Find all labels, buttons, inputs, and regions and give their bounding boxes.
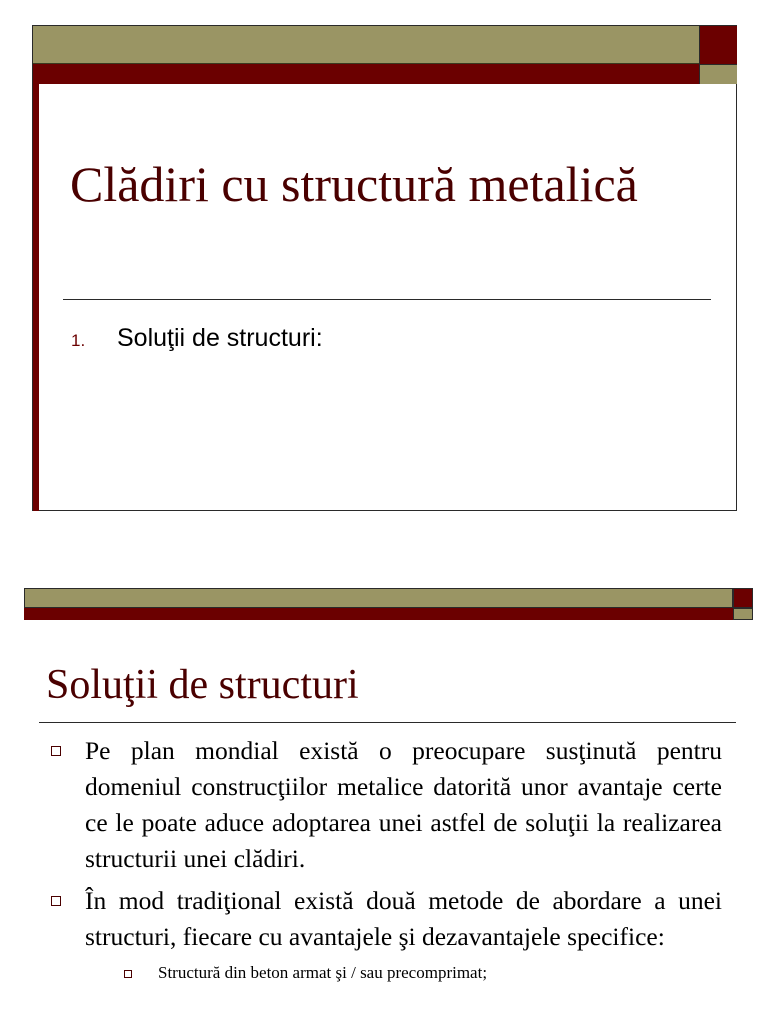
item-text: Soluţii de structuri: (117, 324, 323, 352)
square-bullet-icon (51, 746, 61, 756)
header-band-maroon (33, 64, 699, 84)
header-band-olive (24, 588, 733, 608)
corner-square-maroon (699, 26, 737, 64)
bullet-item (49, 733, 722, 877)
content-slide (24, 588, 754, 1024)
heading-divider (39, 722, 736, 723)
corner-square-olive (733, 608, 753, 620)
title-divider (63, 299, 711, 300)
item-number: 1. (71, 331, 86, 350)
sub-bullet-text: Structură din beton armat şi / sau precomprimat; (158, 963, 488, 982)
corner-square-maroon (733, 588, 753, 608)
bullet-text: În mod tradiţional există două metode de abordare a unei structuri, fiecare cu avantajele şi dezavantajele specifice: (85, 886, 722, 951)
bullet-list (49, 733, 722, 985)
sub-bullet-item (122, 961, 722, 985)
header-band-maroon (24, 608, 733, 620)
left-accent-bar (33, 84, 39, 511)
title-slide (32, 25, 737, 511)
square-bullet-icon (51, 896, 61, 906)
bullet-text: Pe plan mondial există o preocupare susţinută pentru domeniul construcţiilor metalice datorită unor avantaje certe ce le poate aduce adoptarea unei astfel de soluţii la realizarea structurii unei clădiri. (85, 736, 722, 873)
header-band-olive (33, 26, 699, 64)
square-bullet-icon (124, 970, 132, 978)
slide-title: Clădiri cu structură metalică (70, 156, 638, 212)
bullet-item (49, 883, 722, 955)
corner-square-olive (699, 64, 737, 84)
slide-heading: Soluţii de structuri (46, 662, 359, 708)
numbered-item (71, 324, 323, 353)
